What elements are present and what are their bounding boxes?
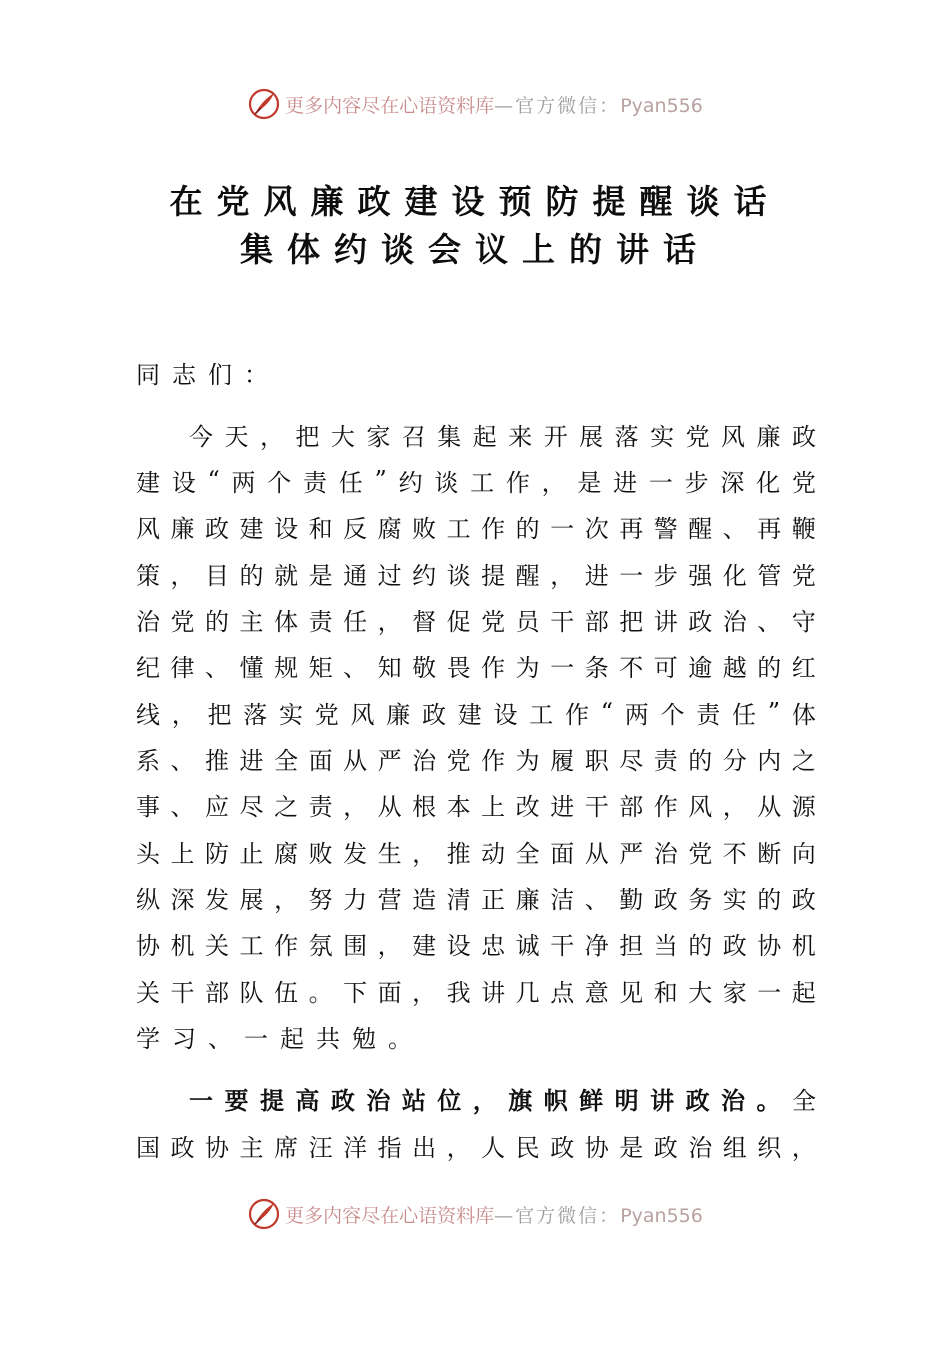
paragraph-line: 今 天 ， 把 大 家 召 集 起 来 开 展 落 实 党 风 廉 政 [189, 422, 816, 451]
paragraph-line: 国 政 协 主 席 汪 洋 指 出 ， 人 民 政 协 是 政 治 组 织 ， [136, 1133, 816, 1162]
paragraph-line: 关 干 部 队 伍 。 下 面 ， 我 讲 几 点 意 见 和 大 家 一 起 [136, 978, 816, 1007]
footer-watermark [0, 1194, 950, 1234]
paragraph-line: 策 ， 目 的 就 是 通 过 约 谈 提 醒 ， 进 一 步 强 化 管 党 [136, 561, 816, 590]
paragraph-line: 纪 律 、 懂 规 矩 、 知 敬 畏 作 为 一 条 不 可 逾 越 的 红 [136, 653, 816, 682]
paragraph-line: 线 ， 把 落 实 党 风 廉 政 建 设 工 作 “ 两 个 责 任 ” 体 [136, 698, 816, 729]
paragraph-line: 协 机 关 工 作 氛 围 ， 建 设 忠 诚 干 净 担 当 的 政 协 机 [136, 931, 816, 960]
paragraph-line: 事 、 应 尽 之 责 ， 从 根 本 上 改 进 干 部 作 风 ， 从 源 [136, 792, 816, 821]
quill-logo-icon [247, 1197, 281, 1231]
section-heading-line: 一 要 提 高 政 治 站 位 ， 旗 帜 鲜 明 讲 政 治 。 全 [189, 1086, 816, 1115]
paragraph-line: 风 廉 政 建 设 和 反 腐 败 工 作 的 一 次 再 警 醒 、 再 鞭 [136, 514, 816, 543]
salutation: 同志们： [136, 361, 280, 389]
quill-logo-icon [247, 87, 281, 121]
header-watermark [0, 84, 950, 124]
paragraph-line: 建 设 “ 两 个 责 任 ” 约 谈 工 作 ， 是 进 一 步 深 化 党 [136, 466, 816, 497]
watermark-text: 更多内容尽在心语资料库—官方微信：Pyan556 [285, 94, 703, 117]
paragraph-line: 纵 深 发 展 ， 努 力 营 造 清 正 廉 洁 、 勤 政 务 实 的 政 [136, 885, 816, 914]
paragraph-line: 头 上 防 止 腐 败 发 生 ， 推 动 全 面 从 严 治 党 不 断 向 [136, 839, 816, 868]
watermark-text: 更多内容尽在心语资料库—官方微信：Pyan556 [285, 1204, 703, 1227]
paragraph-line: 治 党 的 主 体 责 任 ， 督 促 党 员 干 部 把 讲 政 治 、 守 [136, 607, 816, 636]
paragraph-line-last: 学习、一起共勉。 [136, 1024, 424, 1053]
paragraph-line: 系 、 推 进 全 面 从 严 治 党 作 为 履 职 尽 责 的 分 内 之 [136, 746, 816, 775]
document-title-line-2: 集体约谈会议上的讲话 [240, 230, 710, 269]
document-title-line-1: 在党风廉政建设预防提醒谈话 [169, 182, 781, 221]
